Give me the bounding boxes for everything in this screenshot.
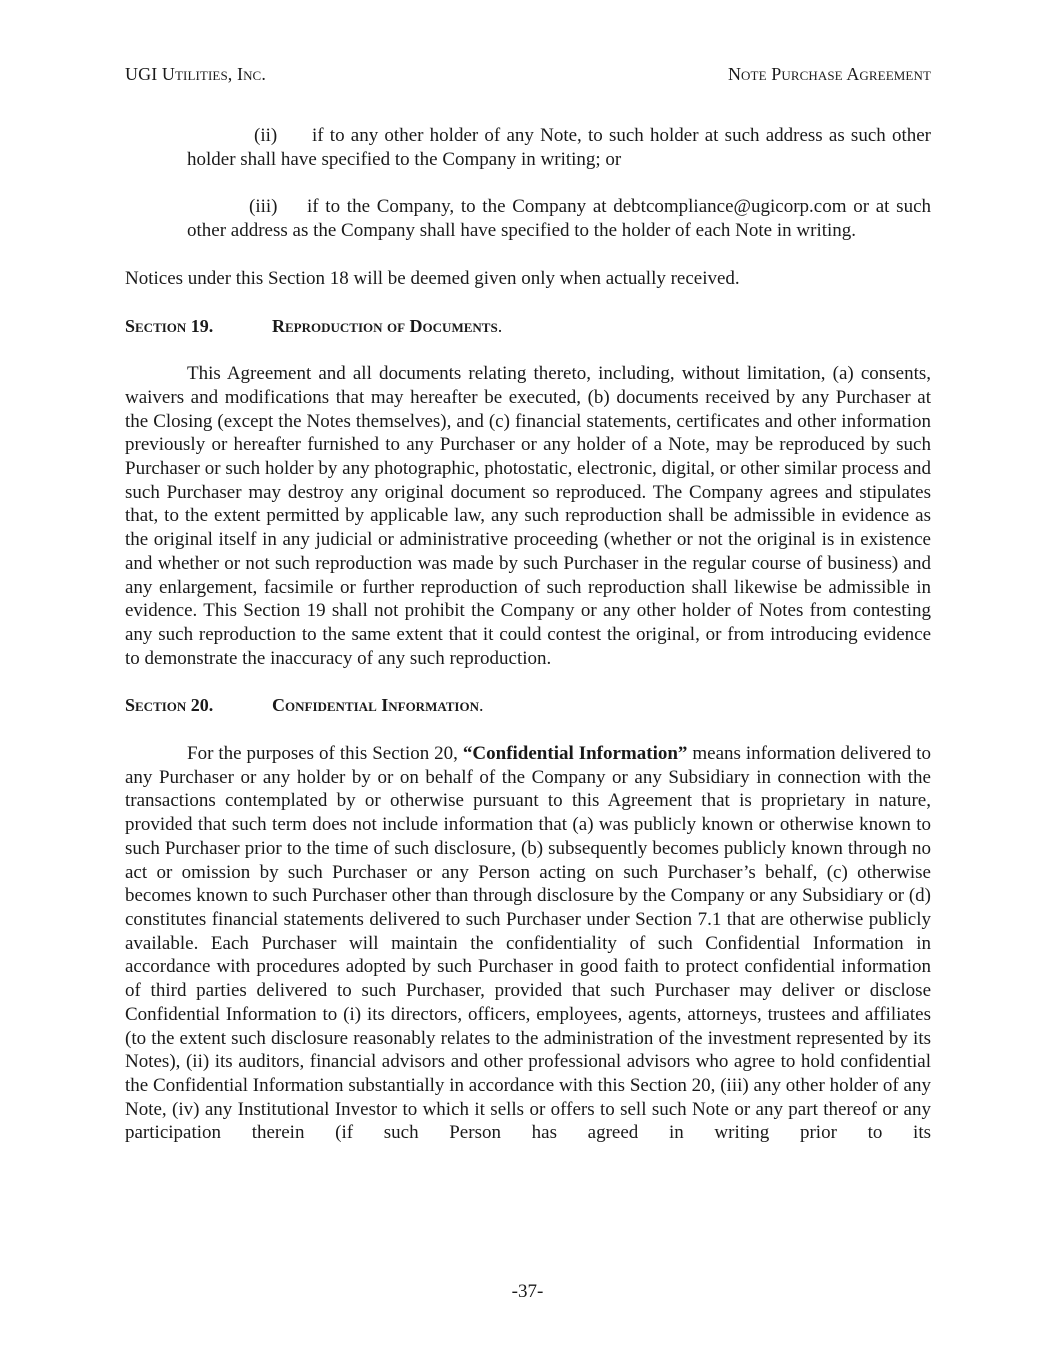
clause-text: if to any other holder of any Note, to such holder at such address as such other holder shall have specified to the Company in writing; or	[187, 125, 931, 170]
notice-clause-ii	[187, 124, 931, 171]
document-body	[125, 124, 931, 1145]
section-title	[272, 315, 502, 339]
body-intro: For the purposes of this Section 20,	[187, 743, 463, 765]
section-number: Section 19.	[125, 315, 214, 336]
section-title-text: Confidential Information	[272, 695, 479, 716]
clause-number: (ii)	[254, 125, 278, 146]
header-company-name: UGI Utilities, Inc.	[125, 64, 266, 84]
section-title-period: .	[479, 695, 484, 716]
section-title-period: .	[497, 315, 503, 336]
notice-receipt-sentence: Notices under this Section 18 will be deemed given only when actually received.	[125, 267, 740, 289]
clause-number: (iii)	[249, 196, 278, 218]
header-document-title: Note Purchase Agreement	[727, 64, 931, 84]
running-header	[125, 64, 931, 85]
notice-clause-iii	[187, 195, 931, 242]
defined-term: “Confidential Information”	[462, 743, 688, 765]
section-number: Section 20.	[125, 695, 214, 716]
clause-text: if to the Company, to the Company at debtcompliance@ugicorp.com or at such other address as the Company shall have specified to the holder of each Note in writing.	[187, 196, 931, 242]
section-title	[272, 694, 484, 718]
section-20-body	[125, 742, 931, 1145]
section-19-heading	[125, 315, 931, 339]
section-title-text: Reproduction of Documents	[272, 315, 498, 336]
page-number: -37-	[511, 1281, 544, 1302]
section-19-body: This Agreement and all documents relating thereto, including, without limitation, (a) consents, waivers and modifications that may hereafter be executed, (b) documents received by any Purchaser at the Closing (except the Notes themselves), and (c) financial statements, certificates and other information previously or hereafter furnished to any Purchaser or any holder of a Note, may be reproduced by such Purchaser or such holder by any photographic, photostatic, electronic, digital, or other similar process and such Purchaser may destroy any original document so reproduced. The Company agrees and stipulates that, to the extent permitted by applicable law, any such reproduction shall be admissible in evidence as the original itself in any judicial or administrative proceeding (whether or not the original is in existence and whether or not such reproduction was made by such Purchaser in the regular course of business) and any enlargement, facsimile or further reproduction of such reproduction shall likewise be admissible in evidence. This Section 19 shall not prohibit the Company or any other holder of Notes from contesting any such reproduction to the same extent that it could contest the original, or from introducing evidence to demonstrate the inaccuracy of any such reproduction.	[125, 363, 931, 669]
body-rest: means information delivered to any Purchaser or any holder by or on behalf of the Company or any Subsidiary in connection with the transactions contemplated by or otherwise pursuant to this Agreement that is proprietary in nature, provided that such term does not include information that (a) was publicly known or otherwise known to such Purchaser prior to the time of such disclosure, (b) subsequently becomes publicly known through no act or omission by such Purchaser or any Person acting on such Purchaser’s behalf, (c) otherwise becomes known to such Purchaser other than through disclosure by the Company or any Subsidiary or (d) constitutes financial statements delivered to such Purchaser under Section 7.1 that are otherwise publicly available. Each Purchaser will maintain the confidentiality of such Confidential Information in accordance with procedures adopted by such Purchaser in good faith to protect confidential information of third parties delivered to such Purchaser, provided that such Purchaser may deliver or disclose Confidential Information to (i) its directors, officers, employees, agents, attorneys, trustees and affiliates (to the extent such disclosure reasonably relates to the administration of the investment represented by its Notes), (ii) its auditors, financial advisors and other professional advisors who agree to hold confidential the Confidential Information substantially in accordance with this Section 20, (iii) any other holder of any Note, (iv) any Institutional Investor to which it sells or offers to sell such Note or any part thereof or any participation therein (if such Person has agreed in writing prior to its	[125, 743, 931, 1144]
section-20-heading	[125, 694, 931, 718]
